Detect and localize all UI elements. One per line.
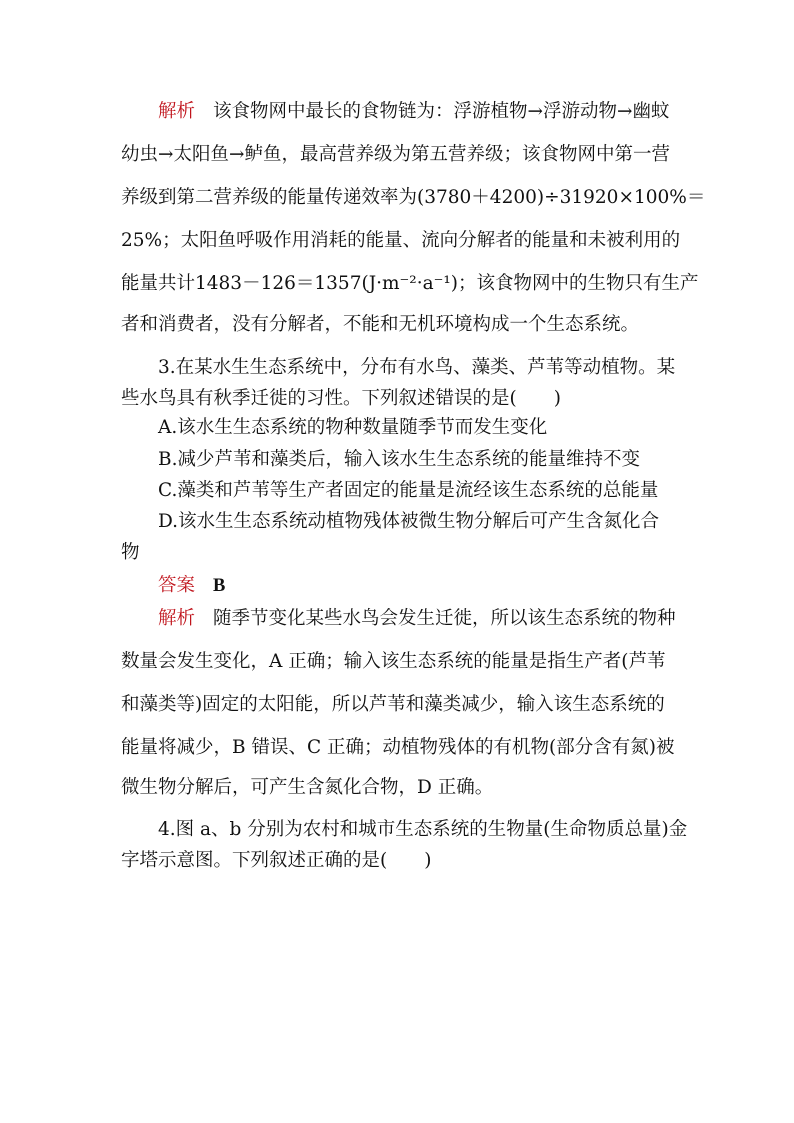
q3-option-b: B.减少芦苇和藻类后，输入该水生生态系统的能量维持不变 (158, 449, 640, 470)
q2-analysis-line-4: 25%；太阳鱼呼吸作用消耗的能量、流向分解者的能量和未被利用的 (121, 230, 681, 251)
q3-analysis-line-2: 数量会发生变化，A 正确；输入该生态系统的能量是指生产者(芦苇 (121, 651, 666, 672)
q4-stem-line-2: 字塔示意图。下列叙述正确的是( ) (121, 850, 432, 871)
q3-analysis-line-1 (158, 607, 676, 631)
q2-analysis-line-5: 能量共计1483－126＝1357(J·m⁻²·a⁻¹)；该食物网中的生物只有生产 (121, 273, 699, 294)
q3-option-a: A.该水生生态系统的物种数量随季节而发生变化 (158, 417, 548, 438)
q3-option-d-continued: 物 (121, 542, 140, 563)
q2-analysis-line-3: 养级到第二营养级的能量传递效率为(3780＋4200)÷31920×100%＝ (121, 187, 706, 208)
q2-analysis-line-2: 幼虫→太阳鱼→鲈鱼，最高营养级为第五营养级；该食物网中第一营 (121, 144, 671, 165)
q2-analysis-line-6: 者和消费者，没有分解者，不能和无机环境构成一个生态系统。 (121, 314, 640, 335)
q3-analysis-line-5: 微生物分解后，可产生含氮化合物，D 正确。 (121, 777, 494, 798)
answer-value: B (213, 576, 226, 596)
analysis-text: 该食物网中最长的食物链为：浮游植物→浮游动物→幽蚊 (213, 101, 670, 122)
answer-label: 答案 (158, 575, 196, 596)
q3-analysis-line-4: 能量将减少，B 错误、C 正确；动植物残体的有机物(部分含有氮)被 (121, 737, 675, 758)
analysis-label: 解析 (158, 101, 196, 122)
q3-answer (158, 574, 225, 598)
q3-option-d: D.该水生生态系统动植物残体被微生物分解后可产生含氮化合 (158, 511, 660, 532)
analysis-text: 随季节变化某些水鸟会发生迁徙，所以该生态系统的物种 (213, 608, 676, 629)
q2-analysis-line-1 (158, 100, 670, 124)
q3-option-c: C.藻类和芦苇等生产者固定的能量是流经该生态系统的总能量 (158, 480, 659, 501)
q3-analysis-line-3: 和藻类等)固定的太阳能，所以芦苇和藻类减少，输入该生态系统的 (121, 694, 665, 715)
analysis-label: 解析 (158, 608, 196, 629)
q3-stem-line-2: 些水鸟具有秋季迁徙的习性。下列叙述错误的是( ) (121, 388, 561, 409)
q4-stem-line-1: 4.图 a、b 分别为农村和城市生态系统的生物量(生命物质总量)金 (158, 819, 688, 840)
q3-stem-line-1: 3.在某水生生态系统中，分布有水鸟、藻类、芦苇等动植物。某 (158, 357, 676, 378)
